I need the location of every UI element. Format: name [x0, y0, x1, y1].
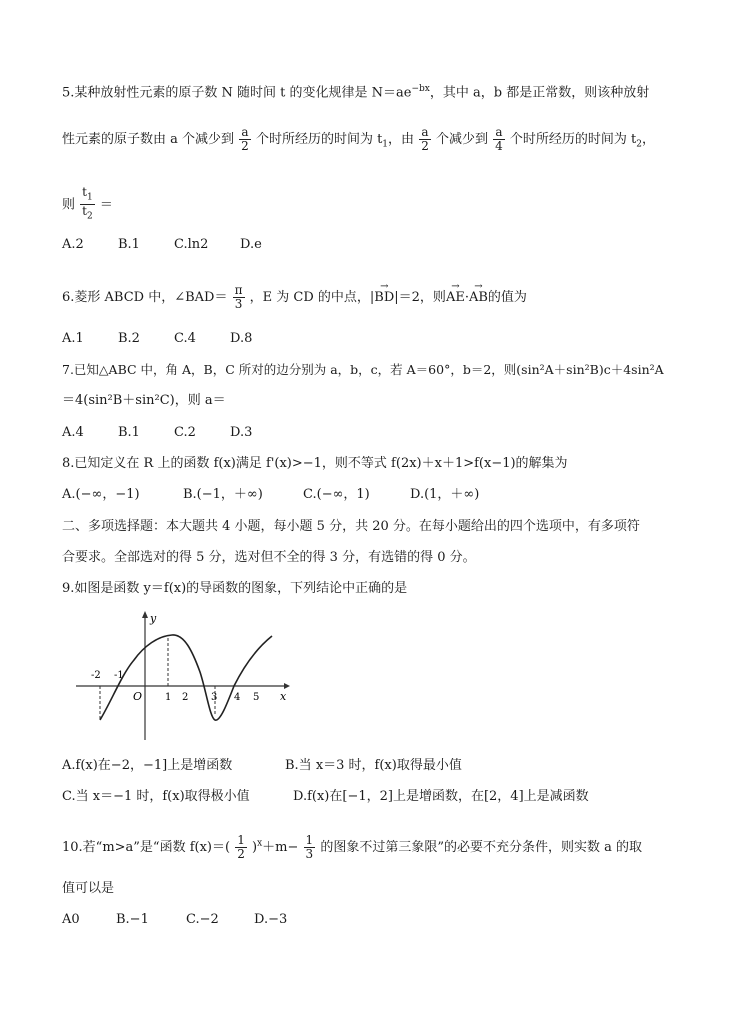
q10-options	[62, 911, 287, 929]
q5-option-c: C.ln2	[174, 237, 209, 252]
q8-line1: 8.已知定义在 R 上的函数 f(x)满足 f'(x)>−1，则不等式 f(2x)＋x＋1>f(x−1)的解集为	[62, 456, 568, 471]
derivative-graph	[72, 608, 292, 743]
q9-line1: 9.如图是函数 y＝f(x)的导函数的图象，下列结论中正确的是	[62, 581, 408, 596]
derivative-curve	[100, 635, 272, 720]
section2-line2: 合要求。全部选对的得 5 分，选对但不全的得 3 分，有选错的得 0 分。	[62, 550, 476, 565]
q6-option-c: C.4	[174, 331, 196, 346]
q10-option-d: D.−3	[254, 912, 288, 927]
fraction-1-over-2: $\frac{1}{2}$	[237, 833, 245, 861]
x-axis-arrow-icon	[284, 683, 290, 689]
q7-option-b: B.1	[118, 425, 140, 440]
q9-option-d: D.f(x)在[−1，2]上是增函数，在[2，4]上是减函数	[293, 789, 589, 804]
fraction-pi-over-3: $\frac{\pi}{3}$	[234, 283, 243, 311]
q7-options	[62, 424, 252, 442]
q5-option-d: D.e	[240, 237, 262, 252]
tick-label-neg1: -1	[114, 670, 124, 681]
tick-label-1: 1	[165, 692, 172, 703]
q6-line: 6.菱形 ABCD 中，∠BAD＝ $\frac{\pi}{3}$ ，E 为 CD 的中点，|→ BD|＝2，则→ AE·→ AB的值为	[62, 284, 527, 311]
q5-line3: 则 $\frac{t_1}{t_2}$ ＝	[62, 185, 113, 222]
q9-option-c: C.当 x＝−1 时，f(x)取得极小值	[62, 789, 250, 804]
tick-label-2: 2	[182, 692, 189, 703]
fraction-a-over-2: $\frac{a}{2}$	[241, 125, 249, 153]
vector-bd: → BD	[374, 289, 394, 307]
q9-option-a: A.f(x)在−2，−1]上是增函数	[62, 758, 233, 773]
vector-ae: → AE	[446, 289, 465, 307]
q5-options	[62, 236, 262, 254]
q8-options	[62, 486, 479, 504]
q5-line2: 性元素的原子数由 a 个减少到 $\frac{a}{2}$ 个时所经历的时间为 $t_1$，由 $\frac{a}{2}$ 个减少到 $\frac{a}{4}$ 个时所经历的时间为 $t_2$，	[62, 125, 656, 153]
fraction-t1-over-t2: $\frac{t_1}{t_2}$	[82, 185, 93, 222]
q9-options-row2	[62, 788, 589, 806]
q10-line1: 10.若“m>a”是“函数 f(x)＝( $\frac{1}{2}$ )$^x$＋m− $\frac{1}{3}$ 的图象不过第三象限”的必要不充分条件，则实数 a 的取	[62, 833, 642, 861]
q5-line1: 5.某种放射性元素的原子数 N 随时间 t 的变化规律是 $N=ae^{-bx}$，其中 a，b 都是正常数，则该种放射	[62, 84, 650, 101]
q5-option-b: B.1	[118, 237, 140, 252]
fraction-1-over-3: $\frac{1}{3}$	[305, 833, 314, 861]
y-axis-label: y	[150, 612, 157, 625]
origin-label: O	[133, 690, 143, 703]
q7-line2: ＝4(sin²B＋sin²C)，则 a＝	[62, 393, 226, 408]
q9-option-b: B.当 x＝3 时，f(x)取得最小值	[285, 758, 462, 773]
q6-option-b: B.2	[118, 331, 140, 346]
q10-line2: 值可以是	[62, 881, 115, 896]
q9-options-row1	[62, 757, 462, 775]
q10-option-a: A0	[62, 912, 80, 927]
q10-option-c: C.−2	[186, 912, 219, 927]
q7-option-d: D.3	[230, 425, 253, 440]
q8-option-c: C.(−∞，1)	[303, 487, 370, 502]
tick-label-4: 4	[234, 692, 241, 703]
q8-option-a: A.(−∞，−1)	[62, 487, 140, 502]
q5-option-a: A.2	[62, 237, 84, 252]
q7-line1: 7.已知△ABC 中，角 A，B，C 所对的边分别为 a，b，c，若 A＝60°，b＝2，则(sin²A＋sin²B)c＋4sin²A	[62, 362, 664, 377]
q7-option-c: C.2	[174, 425, 196, 440]
fraction-a-over-2b: $\frac{a}{2}$	[421, 125, 429, 153]
section2-line1: 二、多项选择题：本大题共 4 小题，每小题 5 分，共 20 分。在每小题给出的四个选项中，有多项符	[62, 519, 640, 534]
q7-option-a: A.4	[62, 425, 84, 440]
q8-option-d: D.(1，＋∞)	[410, 487, 480, 502]
q10-option-b: B.−1	[116, 912, 149, 927]
q6-options	[62, 330, 252, 348]
fraction-a-over-4: $\frac{a}{4}$	[495, 125, 503, 153]
tick-label-3: 3	[211, 692, 218, 703]
q8-option-b: B.(−1，＋∞)	[183, 487, 263, 502]
vector-ab: → AB	[469, 289, 488, 307]
x-axis-label: x	[280, 690, 287, 703]
y-axis-arrow-icon	[142, 611, 148, 618]
tick-label-5: 5	[253, 692, 260, 703]
q6-option-d: D.8	[230, 331, 253, 346]
tick-label-neg2: -2	[91, 670, 101, 681]
q6-option-a: A.1	[62, 331, 84, 346]
